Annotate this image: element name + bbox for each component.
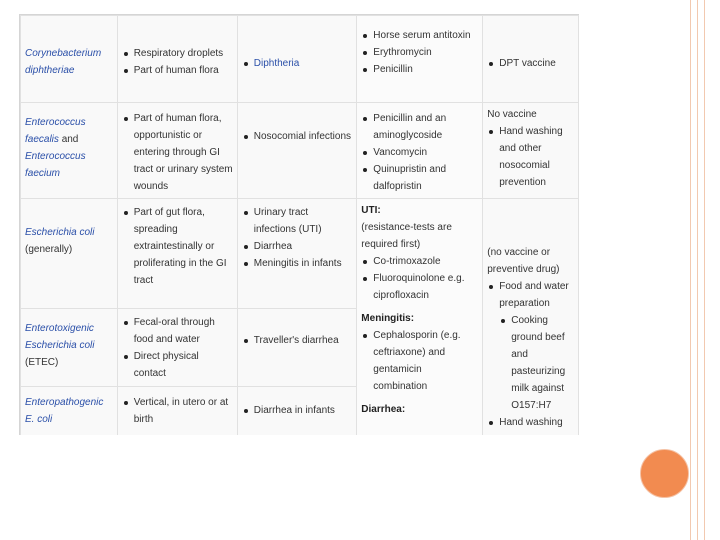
organism-cell — [21, 199, 118, 309]
list-item: Diarrhea in infants — [254, 402, 353, 419]
transmission-cell — [117, 16, 237, 103]
diseases-cell — [237, 103, 357, 199]
decor-line-2 — [697, 0, 698, 540]
organism-cell — [21, 16, 118, 103]
list-item: Diarrhea — [254, 238, 353, 255]
organism-link[interactable]: diphtheriae — [25, 65, 75, 76]
list-item: Hand washing and other nosocomial prevention — [499, 123, 574, 191]
diseases-cell — [237, 387, 357, 436]
decor-line-1 — [690, 0, 691, 540]
list-item: Fecal-oral through food and water — [134, 314, 233, 348]
list-item: Vertical, in utero or at birth — [134, 394, 233, 428]
list-item: Vancomycin — [373, 144, 478, 161]
list-item: Direct physical contact — [134, 348, 233, 382]
treatment-heading: UTI: — [361, 205, 381, 216]
transmission-cell — [117, 199, 237, 309]
prevention-cell — [483, 199, 579, 436]
organism-connector: and — [61, 134, 79, 145]
treatment-heading: Meningitis: — [361, 313, 415, 324]
organism-note: (ETEC) — [25, 357, 59, 368]
list-item: Horse serum antitoxin — [373, 27, 478, 44]
list-item: Traveller's diarrhea — [254, 332, 353, 349]
list-item: Part of human flora, opportunistic or entering through GI tract or urinary system wounds — [134, 110, 233, 195]
list-item: Part of human flora — [134, 62, 233, 79]
treatment-cell — [357, 103, 483, 199]
transmission-cell — [117, 103, 237, 199]
list-item: Cooking ground beef and pasteurizing milk against O157:H7 — [511, 312, 574, 414]
list-item: Hand washing — [499, 414, 574, 431]
table-row — [21, 16, 579, 103]
list-item: Food and water preparation — [499, 278, 574, 312]
list-item: Nosocomial infections — [254, 128, 353, 145]
transmission-cell — [117, 309, 237, 387]
organism-link[interactable]: Enterotoxigenic — [25, 323, 94, 334]
list-item: Penicillin and an aminoglycoside — [373, 110, 478, 144]
treatment-cell — [357, 16, 483, 103]
organism-cell — [21, 103, 118, 199]
list-item: Meningitis in infants — [254, 255, 353, 272]
organism-link[interactable]: faecium — [25, 168, 61, 179]
table-row — [21, 199, 579, 309]
treatment-heading: Diarrhea: — [361, 404, 406, 415]
list-item: Co-trimoxazole — [373, 253, 478, 270]
table-row — [21, 103, 579, 199]
diseases-cell — [237, 16, 357, 103]
diseases-cell — [237, 199, 357, 309]
prevention-cell — [483, 16, 579, 103]
list-item: Erythromycin — [373, 44, 478, 61]
list-item: Penicillin — [373, 61, 478, 78]
prevention-note: (no vaccine or preventive drug) — [487, 247, 560, 275]
list-item[interactable]: Diphtheria — [254, 55, 353, 72]
list-item: DPT vaccine — [499, 55, 574, 72]
prevention-note: No vaccine — [487, 109, 537, 120]
organism-link[interactable]: faecalis — [25, 134, 59, 145]
organism-link[interactable]: E. coli — [25, 414, 53, 425]
prevention-cell — [483, 103, 579, 199]
treatment-cell — [357, 199, 483, 436]
list-item: Cephalosporin (e.g. ceftriaxone) and gentamicin combination — [373, 327, 478, 395]
organism-note: (generally) — [25, 244, 73, 255]
decor-orange-circle — [640, 449, 689, 498]
organism-link[interactable]: Enteropathogenic — [25, 397, 104, 408]
organism-link[interactable]: Corynebacterium — [25, 48, 102, 59]
organism-cell — [21, 387, 118, 436]
list-item: Quinupristin and dalfopristin — [373, 161, 478, 195]
organism-link[interactable]: Escherichia coli — [25, 227, 95, 238]
organism-link[interactable]: Enterococcus — [25, 151, 86, 162]
diseases-cell — [237, 309, 357, 387]
list-item: Urinary tract infections (UTI) — [254, 204, 353, 238]
organism-link[interactable]: Enterococcus — [25, 117, 86, 128]
organism-cell — [21, 309, 118, 387]
list-item: Respiratory droplets — [134, 45, 233, 62]
list-item: Fluoroquinolone e.g. ciprofloxacin — [373, 270, 478, 304]
list-item: Part of gut flora, spreading extraintestinally or proliferating in the GI tract — [134, 204, 233, 289]
decor-line-3 — [704, 0, 705, 540]
bacteria-table — [19, 14, 579, 435]
treatment-note: (resistance-tests are required first) — [361, 222, 452, 250]
organism-link[interactable]: Escherichia coli — [25, 340, 95, 351]
transmission-cell — [117, 387, 237, 436]
